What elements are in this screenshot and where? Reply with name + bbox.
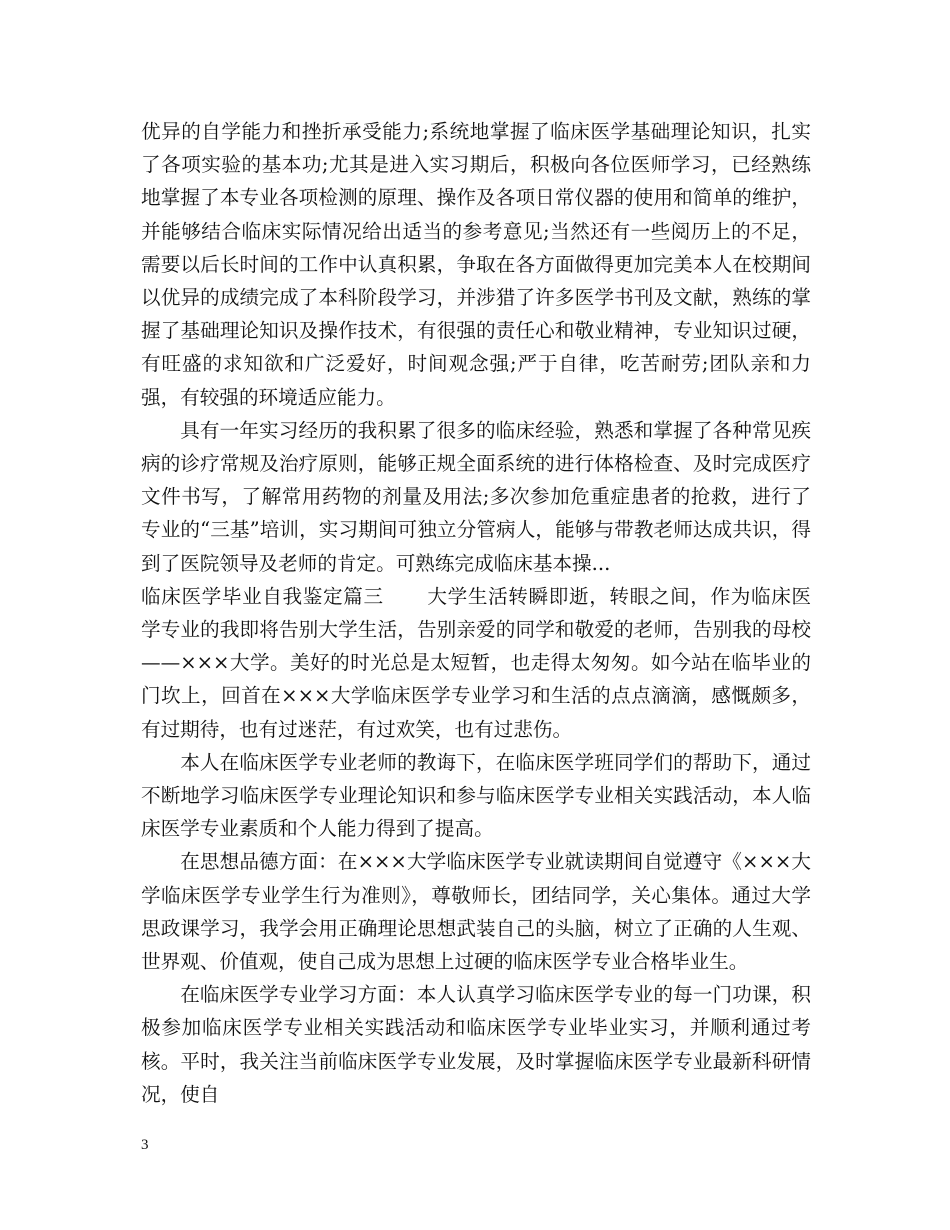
page-number: 3	[141, 1137, 149, 1153]
paragraph-3	[141, 580, 811, 746]
section-title: 临床医学毕业自我鉴定篇三	[141, 584, 384, 608]
paragraph-6: 在临床医学专业学习方面：本人认真学习临床医学专业的每一门功课，积极参加临床医学专业相关实践活动和临床医学专业毕业实习，并顺利通过考核。平时，我关注当前临床医学专业发展，及时掌握临床医学专业最新科研情况，使自	[141, 983, 811, 1106]
paragraph-1: 优异的自学能力和挫折承受能力;系统地掌握了临床医学基础理论知识，扎实了各项实验的基本功;尤其是进入实习期后，积极向各位医师学习，已经熟练地掌握了本专业各项检测的原理、操作及各项日常仪器的使用和简单的维护，并能够结合临床实际情况给出适当的参考意见;当然还有一些阅历上的不足，需要以后长时间的工作中认真积累，争取在各方面做得更加完美本人在校期间以优异的成绩完成了本科阶段学习，并涉猎了许多医学书刊及文献，熟练的掌握了基础理论知识及操作技术，有很强的责任心和敬业精神，专业知识过硬，有旺盛的求知欲和广泛爱好，时间观念强;严于自律，吃苦耐劳;团队亲和力强，有较强的环境适应能力。	[141, 120, 811, 409]
document-body	[141, 115, 811, 1111]
paragraph-5: 在思想品德方面：在×××大学临床医学专业就读期间自觉遵守《×××大学临床医学专业学生行为准则》，尊敬师长，团结同学，关心集体。通过大学思政课学习，我学会用正确理论思想武装自己的头脑，树立了正确的人生观、世界观、价值观，使自己成为思想上过硬的临床医学专业合格毕业生。	[141, 850, 811, 974]
paragraph-4: 本人在临床医学专业老师的教诲下，在临床医学班同学们的帮助下，通过不断地学习临床医学专业理论知识和参与临床医学专业相关实践活动，本人临床医学专业素质和个人能力得到了提高。	[141, 750, 811, 841]
paragraph-2: 具有一年实习经历的我积累了很多的临床经验，熟悉和掌握了各种常见疾病的诊疗常规及治疗原则，能够正规全面系统的进行体格检查、及时完成医疗文件书写，了解常用药物的剂量及用法;多次参加危重症患者的抢救，进行了专业的“三基”培训，实习期间可独立分管病人，能够与带教老师达成共识，得到了医院领导及老师的肯定。可熟练完成临床基本操...	[141, 418, 811, 575]
section-text: 大学生活转瞬即逝，转眼之间，作为临床医学专业的我即将告别大学生活，告别亲爱的同学和敬爱的老师，告别我的母校——×××大学。美好的时光总是太短暂，也走得太匆匆。如今站在临毕业的门坎上，回首在×××大学临床医学专业学习和生活的点点滴滴，感慨颇多，有过期待，也有过迷茫，有过欢笑，也有过悲伤。	[141, 584, 812, 741]
